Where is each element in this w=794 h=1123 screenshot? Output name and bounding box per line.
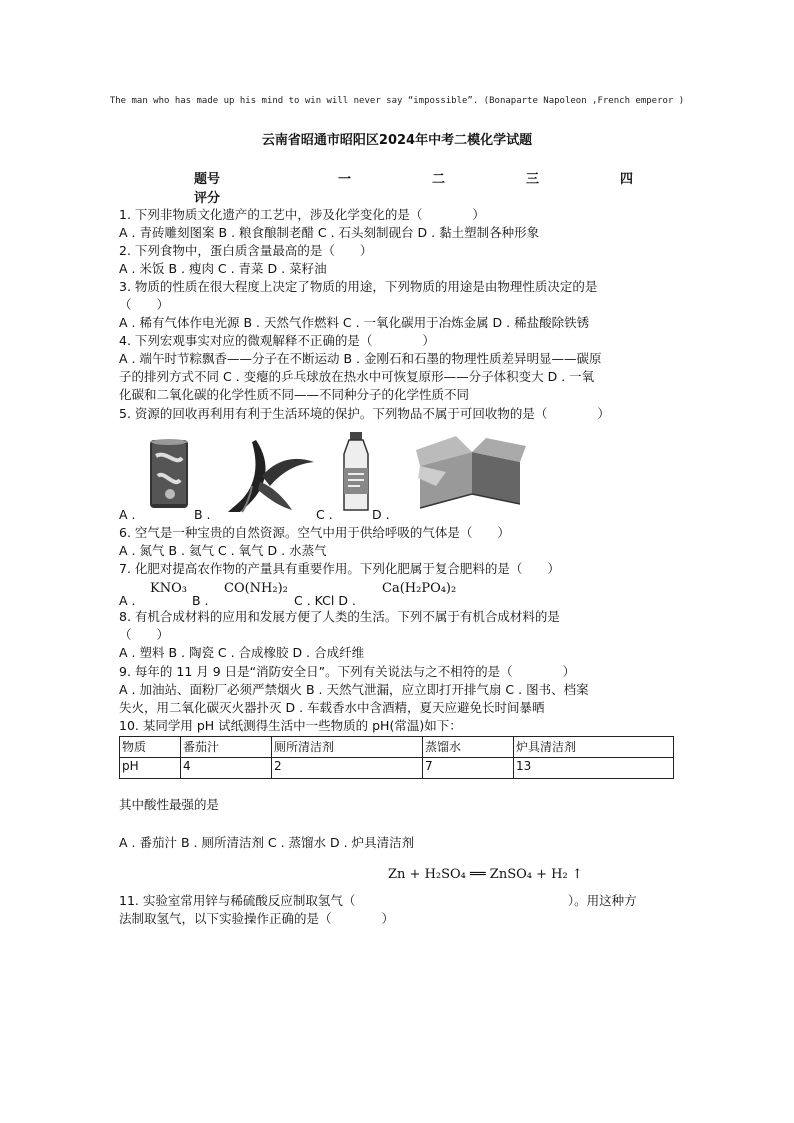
plastic-bottle-image (338, 430, 374, 514)
ph-cell: 7 (423, 758, 514, 779)
soda-can-image (146, 436, 192, 512)
question-3-options: A . 稀有气体作电光源 B . 天然气作燃料 C . 一氧化碳用于冶炼金属 D . 稀盐酸除铁锈 (119, 315, 590, 330)
q7-formula-c: Ca(H₂PO₄)₂ (382, 581, 457, 596)
score-col-2: 二 (432, 172, 446, 187)
score-col-1: 一 (338, 172, 352, 187)
question-4: 4. 下列宏观事实对应的微观解释不正确的是（ ） (119, 333, 435, 348)
question-8-bracket: （ ） (119, 627, 170, 642)
question-5: 5. 资源的回收再利用有利于生活环境的保护。下列物品不属于可回收物的是（ ） (119, 406, 610, 421)
question-9-options-1: A . 加油站、面粉厂必须严禁烟火 B . 天然气泄漏，应立即打开排气扇 C . 图书、档案 (119, 682, 589, 697)
question-3: 3. 物质的性质在很大程度上决定了物质的用途，下列物质的用途是由物理性质决定的是 (119, 279, 598, 294)
q7-label-b: B . (192, 593, 209, 608)
question-2: 2. 下列食物中，蛋白质含量最高的是（ ） (119, 243, 373, 258)
question-6: 6. 空气是一种宝贵的自然资源。空气中用于供给呼吸的气体是（ ） (119, 525, 510, 540)
ph-cell: pH (120, 758, 181, 779)
ph-cell: 13 (514, 758, 674, 779)
ph-table (119, 736, 674, 779)
question-2-options: A . 米饭 B . 瘦肉 C . 青菜 D . 菜籽油 (119, 261, 327, 276)
q11-equation: Zn + H₂SO₄ ══ ZnSO₄ + H₂ ↑ (388, 867, 583, 882)
q5-option-a: A . (119, 507, 136, 522)
question-4-options-3: 化碳和二氧化碳的化学性质不同——不同种分子的化学性质不同 (119, 387, 470, 402)
question-8-options: A . 塑料 B . 陶瓷 C . 合成橡胶 D . 合成纤维 (119, 645, 365, 660)
question-8: 8. 有机合成材料的应用和发展方便了人类的生活。下列不属于有机合成材料的是 (119, 609, 560, 624)
banana-peel-image (222, 436, 318, 516)
ph-header-cell: 物质 (120, 737, 181, 758)
question-10-ask: 其中酸性最强的是 (119, 797, 220, 812)
ph-table-header (120, 737, 674, 758)
question-1-options: A . 青砖雕刻图案 B . 粮食酿制老醋 C . 石头刻制砚台 D . 黏土塑制各种形象 (119, 225, 540, 240)
ph-cell: 2 (272, 758, 423, 779)
score-header-label: 题号 (194, 172, 221, 187)
score-row-label: 评分 (194, 191, 221, 206)
q7-formula-a: KNO₃ (150, 581, 187, 596)
question-10-options: A . 番茄汁 B . 厕所清洁剂 C . 蒸馏水 D . 炉具清洁剂 (119, 835, 415, 850)
cardboard-box-image (416, 432, 528, 518)
question-9: 9. 每年的 11 月 9 日是“消防安全日”。下列有关说法与之不相符的是（ ） (119, 664, 576, 679)
question-3-bracket: （ ） (119, 297, 170, 312)
q5-option-d: D . (372, 507, 390, 522)
question-1: 1. 下列非物质文化遗产的工艺中，涉及化学变化的是（ ） (119, 207, 485, 222)
page-title: 云南省昭通市昭阳区2024年中考二模化学试题 (261, 133, 533, 148)
score-col-3: 三 (526, 172, 540, 187)
q7-formula-b: CO(NH₂)₂ (224, 581, 288, 596)
question-4-options-2: 子的排列方式不同 C . 变瘪的乒乓球放在热水中可恢复原形——分子体积变大 D . 一氧 (119, 369, 595, 384)
score-col-4: 四 (620, 172, 634, 187)
motto-line: The man who has made up his mind to win will never say “impossible”. (Bonaparte Napoleon ,French emperor ) (109, 96, 685, 106)
q5-option-c: C . (316, 507, 333, 522)
q7-label-a: A . (119, 593, 136, 608)
ph-header-cell: 蒸馏水 (423, 737, 514, 758)
question-9-options-2: 失火，用二氧化碳灭火器扑灭 D . 车载香水中含酒精，夏天应避免长时间暴晒 (119, 700, 545, 715)
question-6-options: A . 氮气 B . 氦气 C . 氧气 D . 水蒸气 (119, 543, 327, 558)
q7-label-c: C . KCl D . (294, 593, 356, 608)
ph-header-cell: 番茄汁 (181, 737, 272, 758)
question-11-cont: 法制取氢气，以下实验操作正确的是（ ） (119, 911, 395, 926)
ph-cell: 4 (181, 758, 272, 779)
ph-header-cell: 厕所清洁剂 (272, 737, 423, 758)
q5-option-b: B . (194, 507, 211, 522)
ph-table-row (120, 758, 674, 779)
question-4-options-1: A . 端午时节粽飘香——分子在不断运动 B . 金刚石和石墨的物理性质差异明显——碳原 (119, 351, 602, 366)
ph-header-cell: 炉具清洁剂 (514, 737, 674, 758)
question-7: 7. 化肥对提高农作物的产量具有重要作用。下列化肥属于复合肥料的是（ ） (119, 561, 560, 576)
question-10: 10. 某同学用 pH 试纸测得生活中一些物质的 pH(常温)如下： (119, 718, 462, 733)
question-11: 11. 实验室常用锌与稀硫酸反应制取氢气（ ）。用这种方 (119, 893, 637, 908)
